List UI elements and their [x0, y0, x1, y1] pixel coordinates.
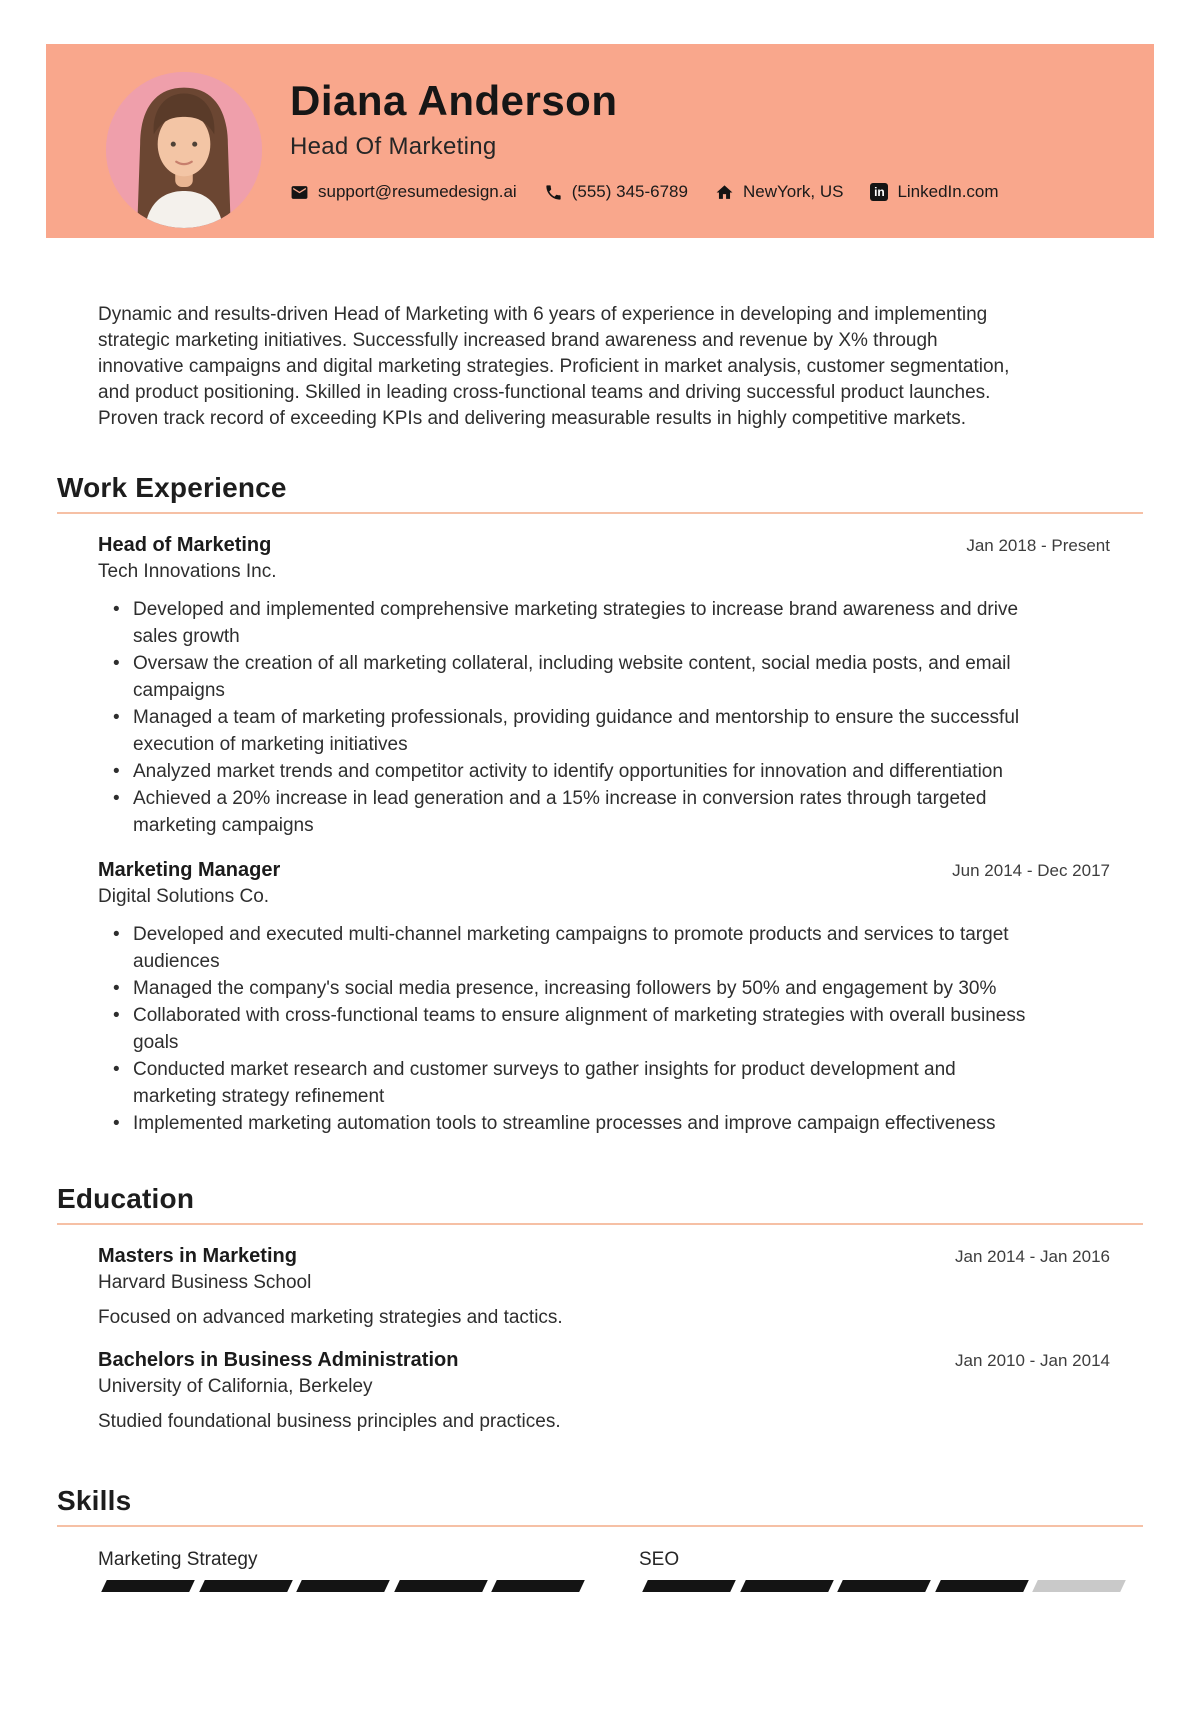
- contact-linkedin-text: LinkedIn.com: [897, 182, 999, 202]
- job-bullet: • Developed and executed multi-channel marketing campaigns to promote products and services to target audiences: [113, 921, 1038, 975]
- skill-segment: [101, 1580, 194, 1592]
- job-bullet: • Achieved a 20% increase in lead generation and a 15% increase in conversion rates through targeted marketing campaigns: [113, 785, 1038, 839]
- profile-photo: [106, 72, 262, 228]
- contact-email: [290, 182, 517, 202]
- skill-segment: [492, 1580, 585, 1592]
- school-name: University of California, Berkeley: [98, 1376, 373, 1397]
- person-name: Diana Anderson: [290, 77, 618, 124]
- education-dates: Jan 2010 - Jan 2014: [954, 1351, 1110, 1370]
- contact-location-text: NewYork, US: [742, 182, 844, 202]
- job-company: Digital Solutions Co.: [98, 886, 270, 907]
- job-entry: [98, 859, 1110, 1137]
- school-name: Harvard Business School: [98, 1272, 312, 1293]
- job-bullet: • Collaborated with cross-functional teams to ensure alignment of marketing strategies with overall business goals: [113, 1002, 1038, 1056]
- skill-segment: [837, 1580, 930, 1592]
- education-heading: Education: [57, 1183, 195, 1214]
- job-bullet: • Managed a team of marketing professionals, providing guidance and mentorship to ensure the successful execution of marketing initiatives: [113, 704, 1038, 758]
- skill-segment: [296, 1580, 389, 1592]
- skill-segment: [199, 1580, 292, 1592]
- avatar-illustration: [106, 72, 262, 228]
- contact-location: [715, 182, 843, 202]
- job-bullet: • Developed and implemented comprehensive marketing strategies to increase brand awareness and drive sales growth: [113, 596, 1038, 650]
- job-bullet-list: [113, 921, 1038, 1137]
- job-bullet: • Oversaw the creation of all marketing collateral, including website content, social media posts, and email campaigns: [113, 650, 1038, 704]
- contact-linkedin: [870, 182, 998, 202]
- contact-phone: [544, 182, 688, 202]
- skills-grid: [98, 1549, 1143, 1592]
- phone-icon: [544, 183, 563, 202]
- education-description: Studied foundational business principles and practices.: [98, 1411, 561, 1432]
- job-entry: [98, 534, 1110, 839]
- section-skills: [57, 1485, 1143, 1592]
- job-dates: Jun 2014 - Dec 2017: [952, 861, 1110, 880]
- contact-row: [290, 182, 1154, 202]
- skill-level-bar: [98, 1580, 582, 1592]
- job-bullet: • Implemented marketing automation tools to streamline processes and improve campaign effectiveness: [113, 1110, 1038, 1137]
- skill-segment: [1033, 1580, 1126, 1592]
- skill-segment: [935, 1580, 1028, 1592]
- section-education: [57, 1183, 1143, 1433]
- skill-segment: [642, 1580, 735, 1592]
- job-bullet: • Managed the company's social media presence, increasing followers by 50% and engagement by 30%: [113, 975, 1038, 1002]
- job-dates: Jan 2018 - Present: [966, 536, 1110, 555]
- skill-segment: [740, 1580, 833, 1592]
- section-divider: [57, 1223, 1143, 1225]
- skill-name: Marketing Strategy: [98, 1549, 258, 1570]
- job-title: Marketing Manager: [98, 859, 281, 881]
- job-title: Head of Marketing: [98, 534, 272, 556]
- skill-name: SEO: [639, 1549, 680, 1570]
- section-divider: [57, 1525, 1143, 1527]
- work-experience-heading: Work Experience: [57, 472, 287, 503]
- degree-title: Bachelors in Business Administration: [98, 1349, 459, 1371]
- envelope-icon: [290, 183, 309, 202]
- section-work-experience: [57, 472, 1143, 1137]
- education-entry: [98, 1245, 1110, 1329]
- education-description: Focused on advanced marketing strategies and tactics.: [98, 1307, 563, 1328]
- person-job-title: Head Of Marketing: [290, 133, 497, 161]
- linkedin-icon: in: [870, 183, 888, 201]
- education-dates: Jan 2014 - Jan 2016: [954, 1247, 1110, 1266]
- skill-item: [98, 1549, 582, 1592]
- skill-item: [639, 1549, 1123, 1592]
- skill-level-bar: [639, 1580, 1123, 1592]
- job-bullet: • Conducted market research and customer surveys to gather insights for product development and marketing strategy refinement: [113, 1056, 1038, 1110]
- job-company: Tech Innovations Inc.: [98, 561, 277, 582]
- contact-email-text: support@resumedesign.ai: [318, 182, 517, 202]
- job-bullet: • Analyzed market trends and competitor activity to identify opportunities for innovation and differentiation: [113, 758, 1038, 785]
- section-divider: [57, 512, 1143, 514]
- degree-title: Masters in Marketing: [98, 1245, 297, 1267]
- education-entry: [98, 1349, 1110, 1433]
- home-icon: [715, 183, 734, 202]
- resume-header: [46, 44, 1154, 238]
- job-bullet-list: [113, 596, 1038, 839]
- summary-paragraph: Dynamic and results-driven Head of Marketing with 6 years of experience in developing and implementing strategic marketing initiatives. Successfully increased brand awareness and revenue by X% through innovative campaigns and digital marketing strategies. Proficient in market analysis, customer segmentation, and product positioning. Skilled in leading cross-functional teams and driving successful product launches. Proven track record of exceeding KPIs and delivering measurable results in highly competitive markets.: [98, 304, 1010, 429]
- skills-heading: Skills: [57, 1485, 132, 1516]
- contact-phone-text: (555) 345-6789: [571, 182, 688, 202]
- skill-segment: [394, 1580, 487, 1592]
